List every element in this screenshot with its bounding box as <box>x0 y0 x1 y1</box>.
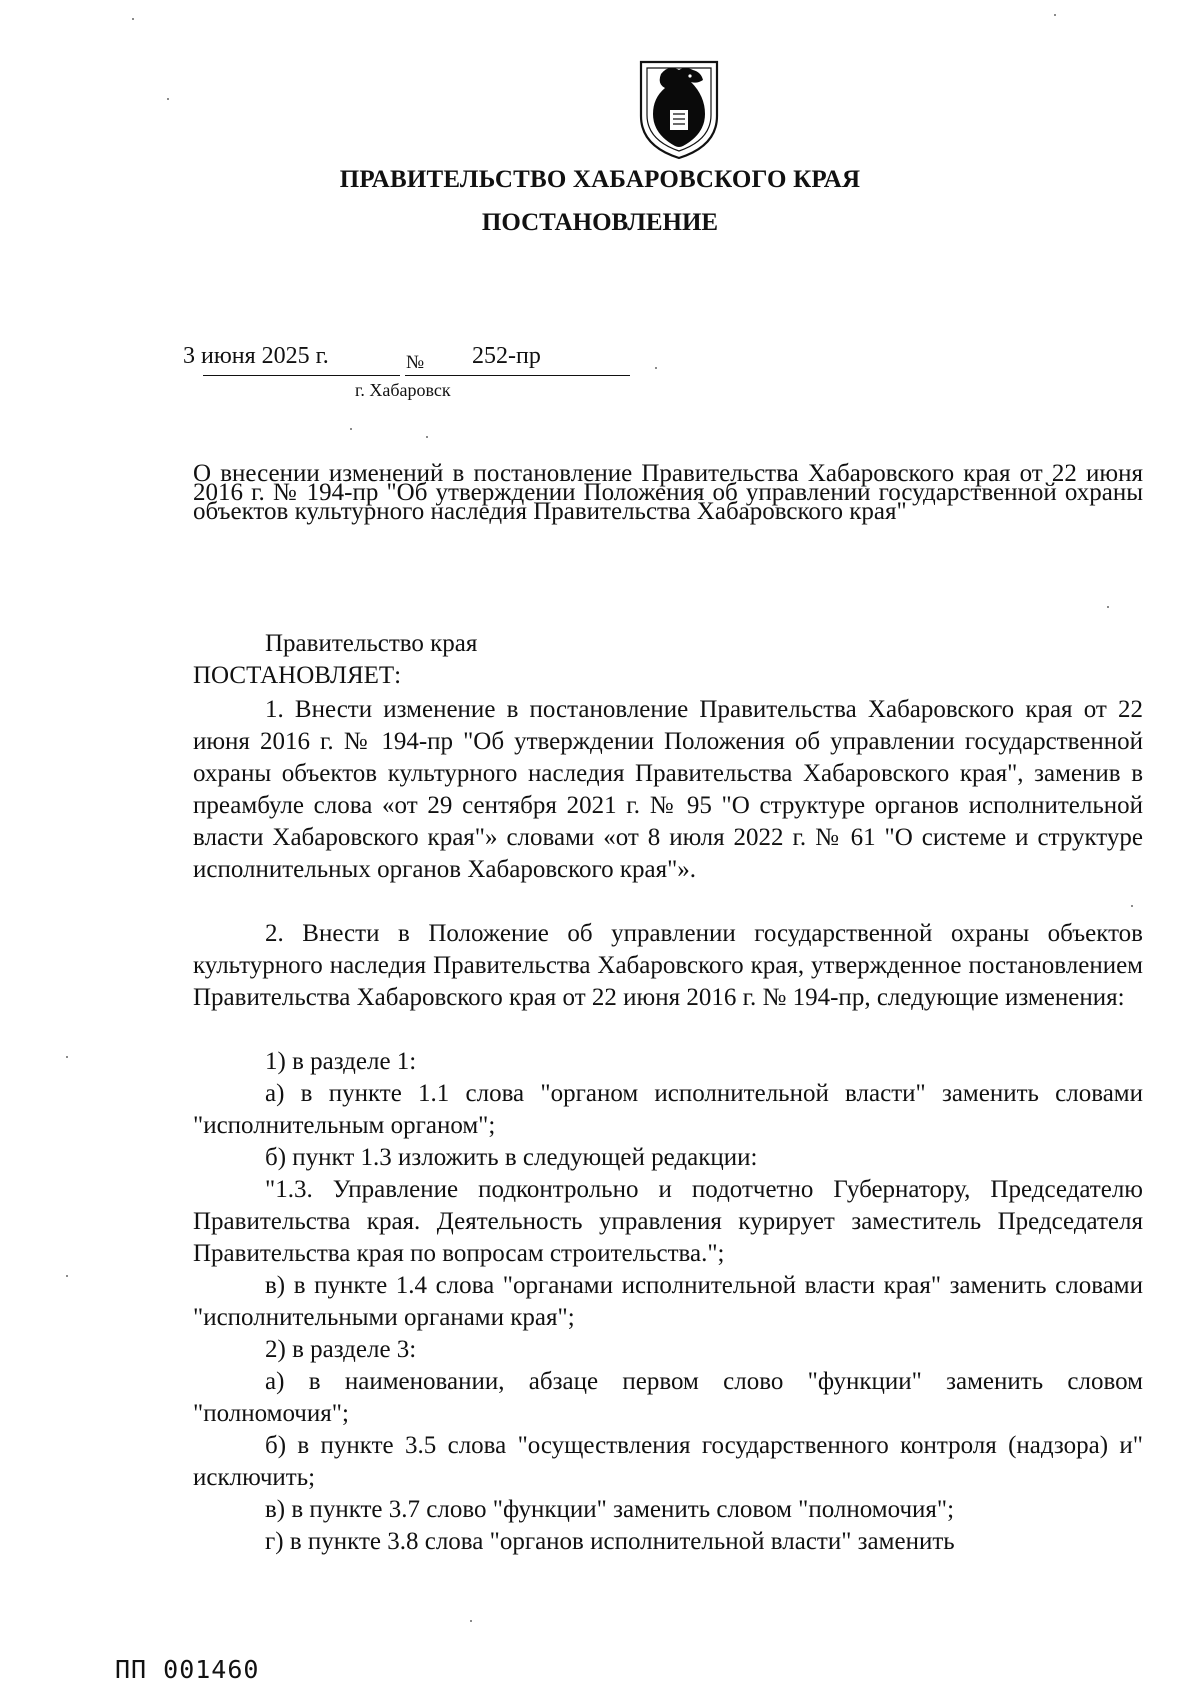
scan-speck <box>1131 905 1133 907</box>
scan-speck <box>470 1620 472 1622</box>
clause-1: 1. Внести изменение в постановление Правительства Хабаровского края от 22 июня 2016 г. № 194-пр "Об утверждении Положения об управлении государственной охраны объектов культурного наследия Правительства Хабаровского края", заменив в преамбуле слова «от 29 сентября 2021 г. № 95 "О структуре органов исполнительной власти Хабаровского края"» словами «от 8 июля 2022 г. № 61 "О системе и структуре исполнительных органов Хабаровского края"». <box>193 696 1143 883</box>
document-city: г. Хабаровск <box>355 380 451 400</box>
document-date: 3 июня 2025 г. <box>183 343 329 369</box>
scan-speck <box>66 1056 68 1058</box>
sub-clause: "1.3. Управление подконтрольно и подотчетно Губернатору, Председателю Правительства края. Деятельность управления курирует заместитель Председателя Правительства края по вопросам строительства."; <box>193 1176 1143 1267</box>
scan-speck <box>132 18 134 20</box>
scan-speck <box>655 367 657 369</box>
sub-clause: б) пункт 1.3 изложить в следующей редакции: <box>265 1144 758 1171</box>
preamble-government: Правительство края <box>265 630 478 657</box>
sub-clause: в) в пункте 3.7 слово "функции" заменить словом "полномочия"; <box>265 1496 955 1523</box>
number-underline <box>405 375 630 376</box>
sub-clause: б) в пункте 3.5 слова "осуществления государственного контроля (надзора) и" исключить; <box>193 1432 1143 1491</box>
preamble-resolves: ПОСТАНОВЛЯЕТ: <box>193 662 402 689</box>
sub-clause: г) в пункте 3.8 слова "органов исполнительной власти" заменить <box>265 1528 955 1555</box>
coat-of-arms-icon <box>635 58 723 160</box>
sub-clause: а) в пункте 1.1 слова "органом исполнительной власти" заменить словами "исполнительным органом"; <box>193 1080 1143 1139</box>
scan-speck <box>1107 606 1109 608</box>
document-number: 252-пр <box>472 343 541 369</box>
document-title: О внесении изменений в постановление Правительства Хабаровского края от 22 июня 2016 г. № 194-пр "Об утверждении Положения об управлении государственной охраны объектов культурного наследия Правительства Хабаровского края" <box>193 460 1143 525</box>
sub-clause: в) в пункте 1.4 слова "органами исполнительной власти края" заменить словами "исполнительными органами края"; <box>193 1272 1143 1331</box>
organization-title: ПРАВИТЕЛЬСТВО ХАБАРОВСКОГО КРАЯ <box>339 166 861 193</box>
sub-clause: 1) в разделе 1: <box>265 1048 417 1075</box>
scan-speck <box>167 98 169 100</box>
scan-speck <box>66 1275 68 1277</box>
date-underline <box>203 375 400 376</box>
scan-speck <box>1054 14 1056 16</box>
sub-clause: 2) в разделе 3: <box>265 1336 417 1363</box>
clause-2: 2. Внести в Положение об управлении государственной охраны объектов культурного наследия Правительства Хабаровского края, утвержденное постановлением Правительства Хабаровского края от 22 июня 2016 г. № 194-пр, следующие изменения: <box>193 920 1143 1011</box>
document-type: ПОСТАНОВЛЕНИЕ <box>481 209 719 236</box>
scan-speck <box>426 436 428 438</box>
number-sign: № <box>406 352 425 373</box>
document-id: ПП 001460 <box>115 1655 260 1684</box>
sub-clause: а) в наименовании, абзаце первом слово "функции" заменить словом "полномочия"; <box>193 1368 1143 1427</box>
scan-speck <box>350 428 352 430</box>
